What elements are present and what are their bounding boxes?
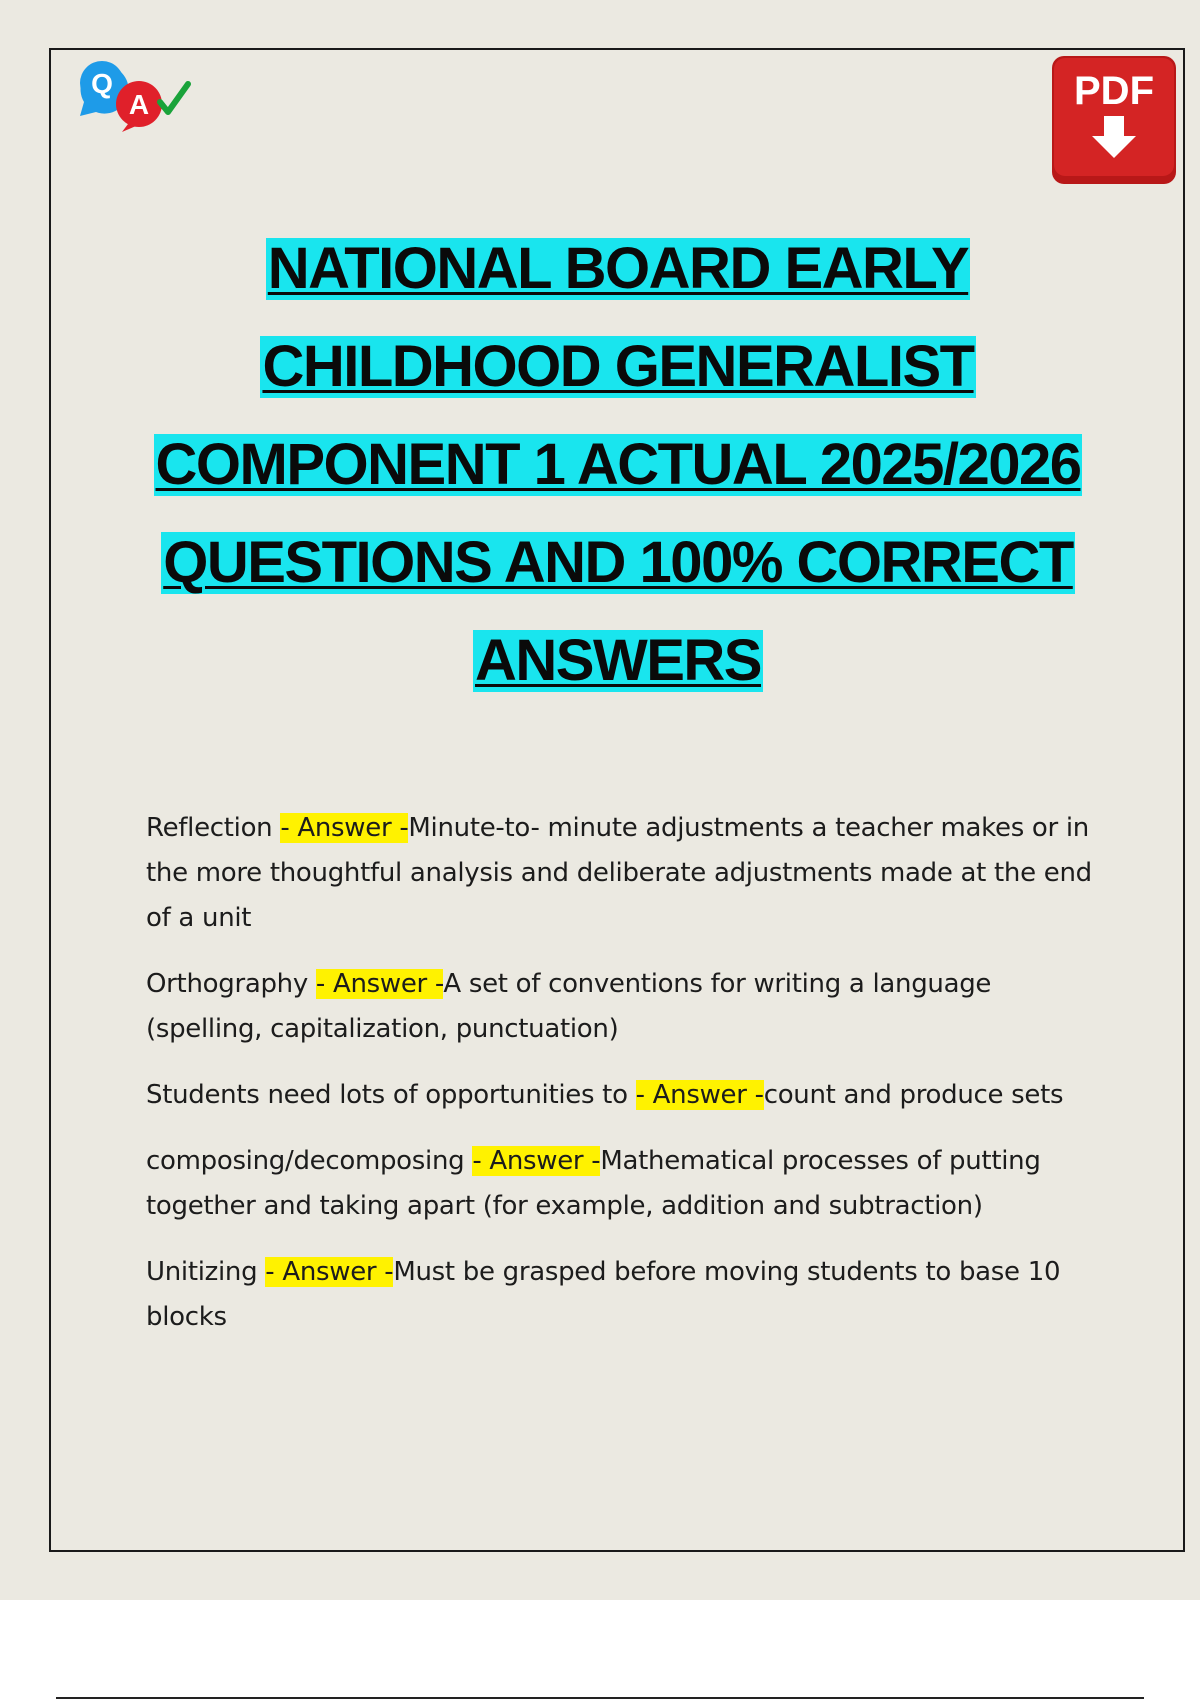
- question-term: Reflection: [146, 813, 281, 843]
- document-title: [0, 238, 1200, 728]
- qa-list: [146, 806, 1106, 1361]
- answer-marker: - Answer -: [635, 1080, 764, 1110]
- question-term: Unitizing: [146, 1257, 266, 1287]
- title-line: QUESTIONS AND 100% CORRECT: [163, 530, 1073, 595]
- answer-text: count and produce sets: [763, 1080, 1064, 1110]
- answer-text: Must be grasped before moving students to base 10 blocks: [146, 1257, 1061, 1332]
- qa-item: [146, 1139, 1106, 1229]
- answer-text: Minute-to- minute adjustments a teacher makes or in the more thoughtful analysis and deliberate adjustments made at the end of a unit: [146, 813, 1092, 933]
- qa-check-logo-icon: [70, 56, 192, 132]
- answer-marker: - Answer -: [280, 813, 409, 843]
- answer-marker: - Answer -: [472, 1146, 601, 1176]
- title-line: CHILDHOOD GENERALIST: [262, 334, 974, 399]
- pdf-download-icon[interactable]: [1050, 54, 1178, 186]
- question-term: Students need lots of opportunities to: [146, 1080, 636, 1110]
- qa-item: [146, 1073, 1106, 1118]
- answer-text: A set of conventions for writing a language (spelling, capitalization, punctuation): [146, 969, 992, 1044]
- qa-item: [146, 962, 1106, 1052]
- title-line: COMPONENT 1 ACTUAL 2025/2026: [155, 432, 1081, 497]
- title-line: NATIONAL BOARD EARLY: [267, 236, 969, 301]
- question-term: composing/decomposing: [146, 1146, 473, 1176]
- question-term: Orthography: [146, 969, 316, 999]
- pdf-label: PDF: [1074, 69, 1154, 113]
- checkmark-icon: [160, 84, 188, 112]
- answer-marker: - Answer -: [265, 1257, 394, 1287]
- a-letter: A: [128, 89, 150, 120]
- answer-marker: - Answer -: [315, 969, 444, 999]
- title-line: ANSWERS: [475, 628, 761, 693]
- qa-item: [146, 806, 1106, 941]
- qa-item: [146, 1250, 1106, 1340]
- q-letter: Q: [91, 68, 113, 99]
- answer-text: Mathematical processes of putting together and taking apart (for example, addition and subtraction): [146, 1146, 1041, 1221]
- bottom-divider: [56, 1697, 1144, 1699]
